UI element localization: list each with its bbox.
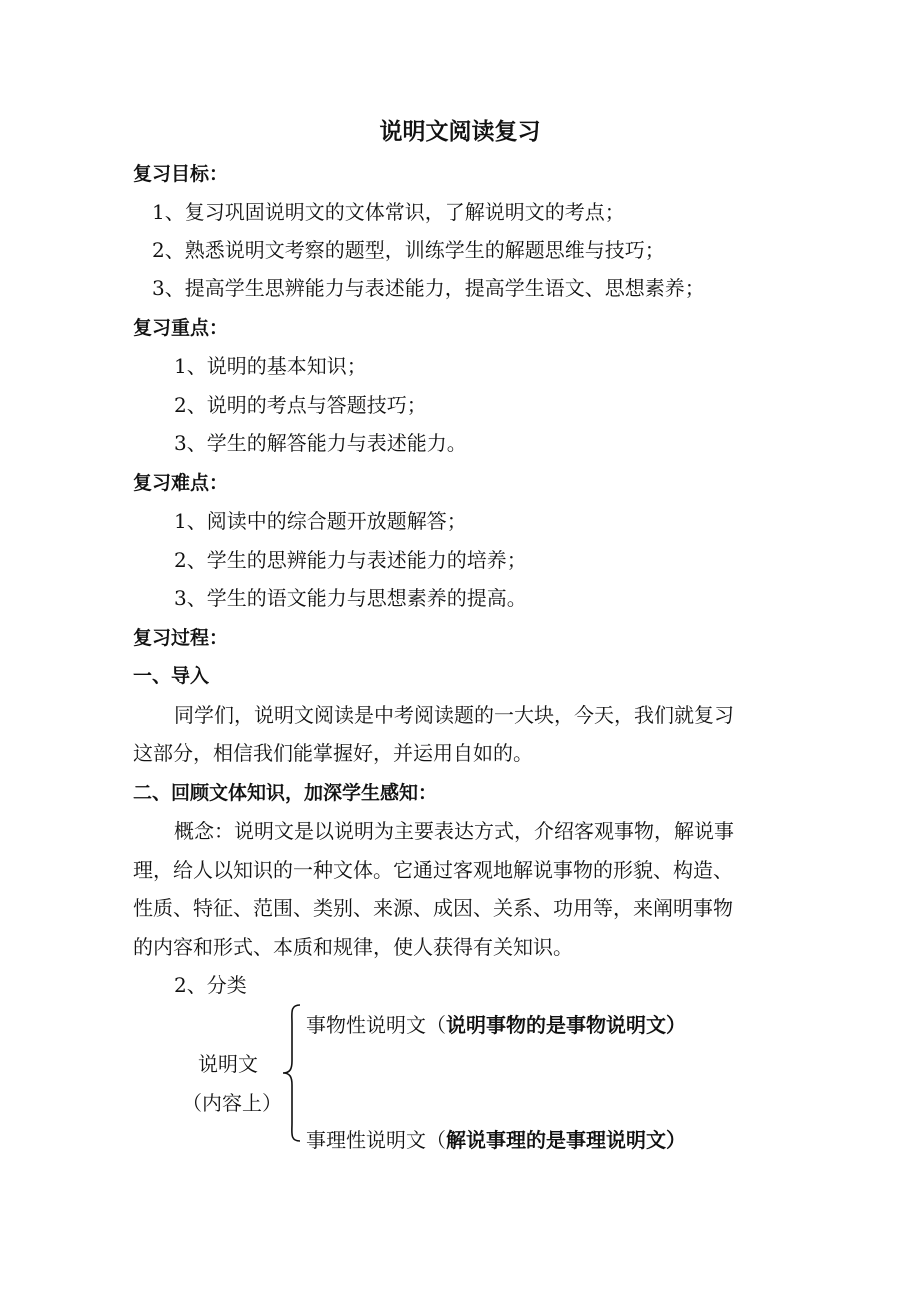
goals-heading: 复习目标： — [133, 163, 229, 185]
branch-note-close: ） — [666, 1128, 686, 1152]
branch-note: 说明事物的是事物说明文 — [446, 1013, 666, 1037]
concept-paragraph-line: 的内容和形式、本质和规律，使人获得有关知识。 — [133, 935, 573, 959]
concept-paragraph-line: 性质、特征、范围、类别、来源、成因、关系、功用等，来阐明事物 — [133, 896, 733, 920]
key-points-heading: 复习重点： — [133, 317, 229, 339]
process-heading: 复习过程： — [133, 627, 229, 649]
branch-note-close: ） — [666, 1013, 686, 1037]
difficulty-item: 1、阅读中的综合题开放题解答； — [174, 509, 467, 533]
branch-thing-explanatory — [306, 1011, 686, 1039]
branch-note: 解说事理的是事理说明文 — [446, 1128, 666, 1152]
branch-name: 事物性说明文 — [306, 1013, 426, 1037]
difficulties-heading: 复习难点： — [133, 472, 229, 494]
key-point-item: 1、说明的基本知识； — [174, 354, 367, 378]
curly-brace-icon — [280, 1003, 304, 1143]
difficulty-item: 3、学生的语文能力与思想素养的提高。 — [174, 586, 527, 610]
classification-root-note: （内容上） — [182, 1091, 282, 1115]
key-point-item: 3、学生的解答能力与表述能力。 — [174, 431, 467, 455]
section-review-heading: 二、回顾文体知识，加深学生感知： — [133, 782, 438, 804]
key-point-item: 2、说明的考点与答题技巧； — [174, 393, 427, 417]
goal-item: 2、熟悉说明文考察的题型，训练学生的解题思维与技巧； — [152, 238, 665, 262]
classification-root: 说明文 — [198, 1052, 258, 1076]
intro-paragraph-line: 同学们，说明文阅读是中考阅读题的一大块，今天，我们就复习 — [174, 703, 734, 727]
goal-item: 1、复习巩固说明文的文体常识，了解说明文的考点； — [152, 200, 625, 224]
concept-paragraph-line: 理，给人以知识的一种文体。它通过客观地解说事物的形貌、构造、 — [133, 858, 733, 882]
intro-paragraph-line: 这部分，相信我们能掌握好，并运用自如的。 — [133, 741, 533, 765]
branch-note-open: （ — [426, 1013, 446, 1037]
difficulty-item: 2、学生的思辨能力与表述能力的培养； — [174, 548, 527, 572]
concept-paragraph-line: 概念：说明文是以说明为主要表达方式，介绍客观事物，解说事 — [174, 819, 734, 843]
branch-note-open: （ — [426, 1128, 446, 1152]
branch-reason-explanatory — [306, 1126, 686, 1154]
goal-item: 3、提高学生思辨能力与表述能力，提高学生语文、思想素养； — [152, 276, 705, 300]
page-title: 说明文阅读复习 — [379, 118, 541, 145]
classification-heading: 2、分类 — [174, 973, 247, 997]
branch-name: 事理性说明文 — [306, 1128, 426, 1152]
section-intro-heading: 一、导入 — [133, 665, 210, 687]
